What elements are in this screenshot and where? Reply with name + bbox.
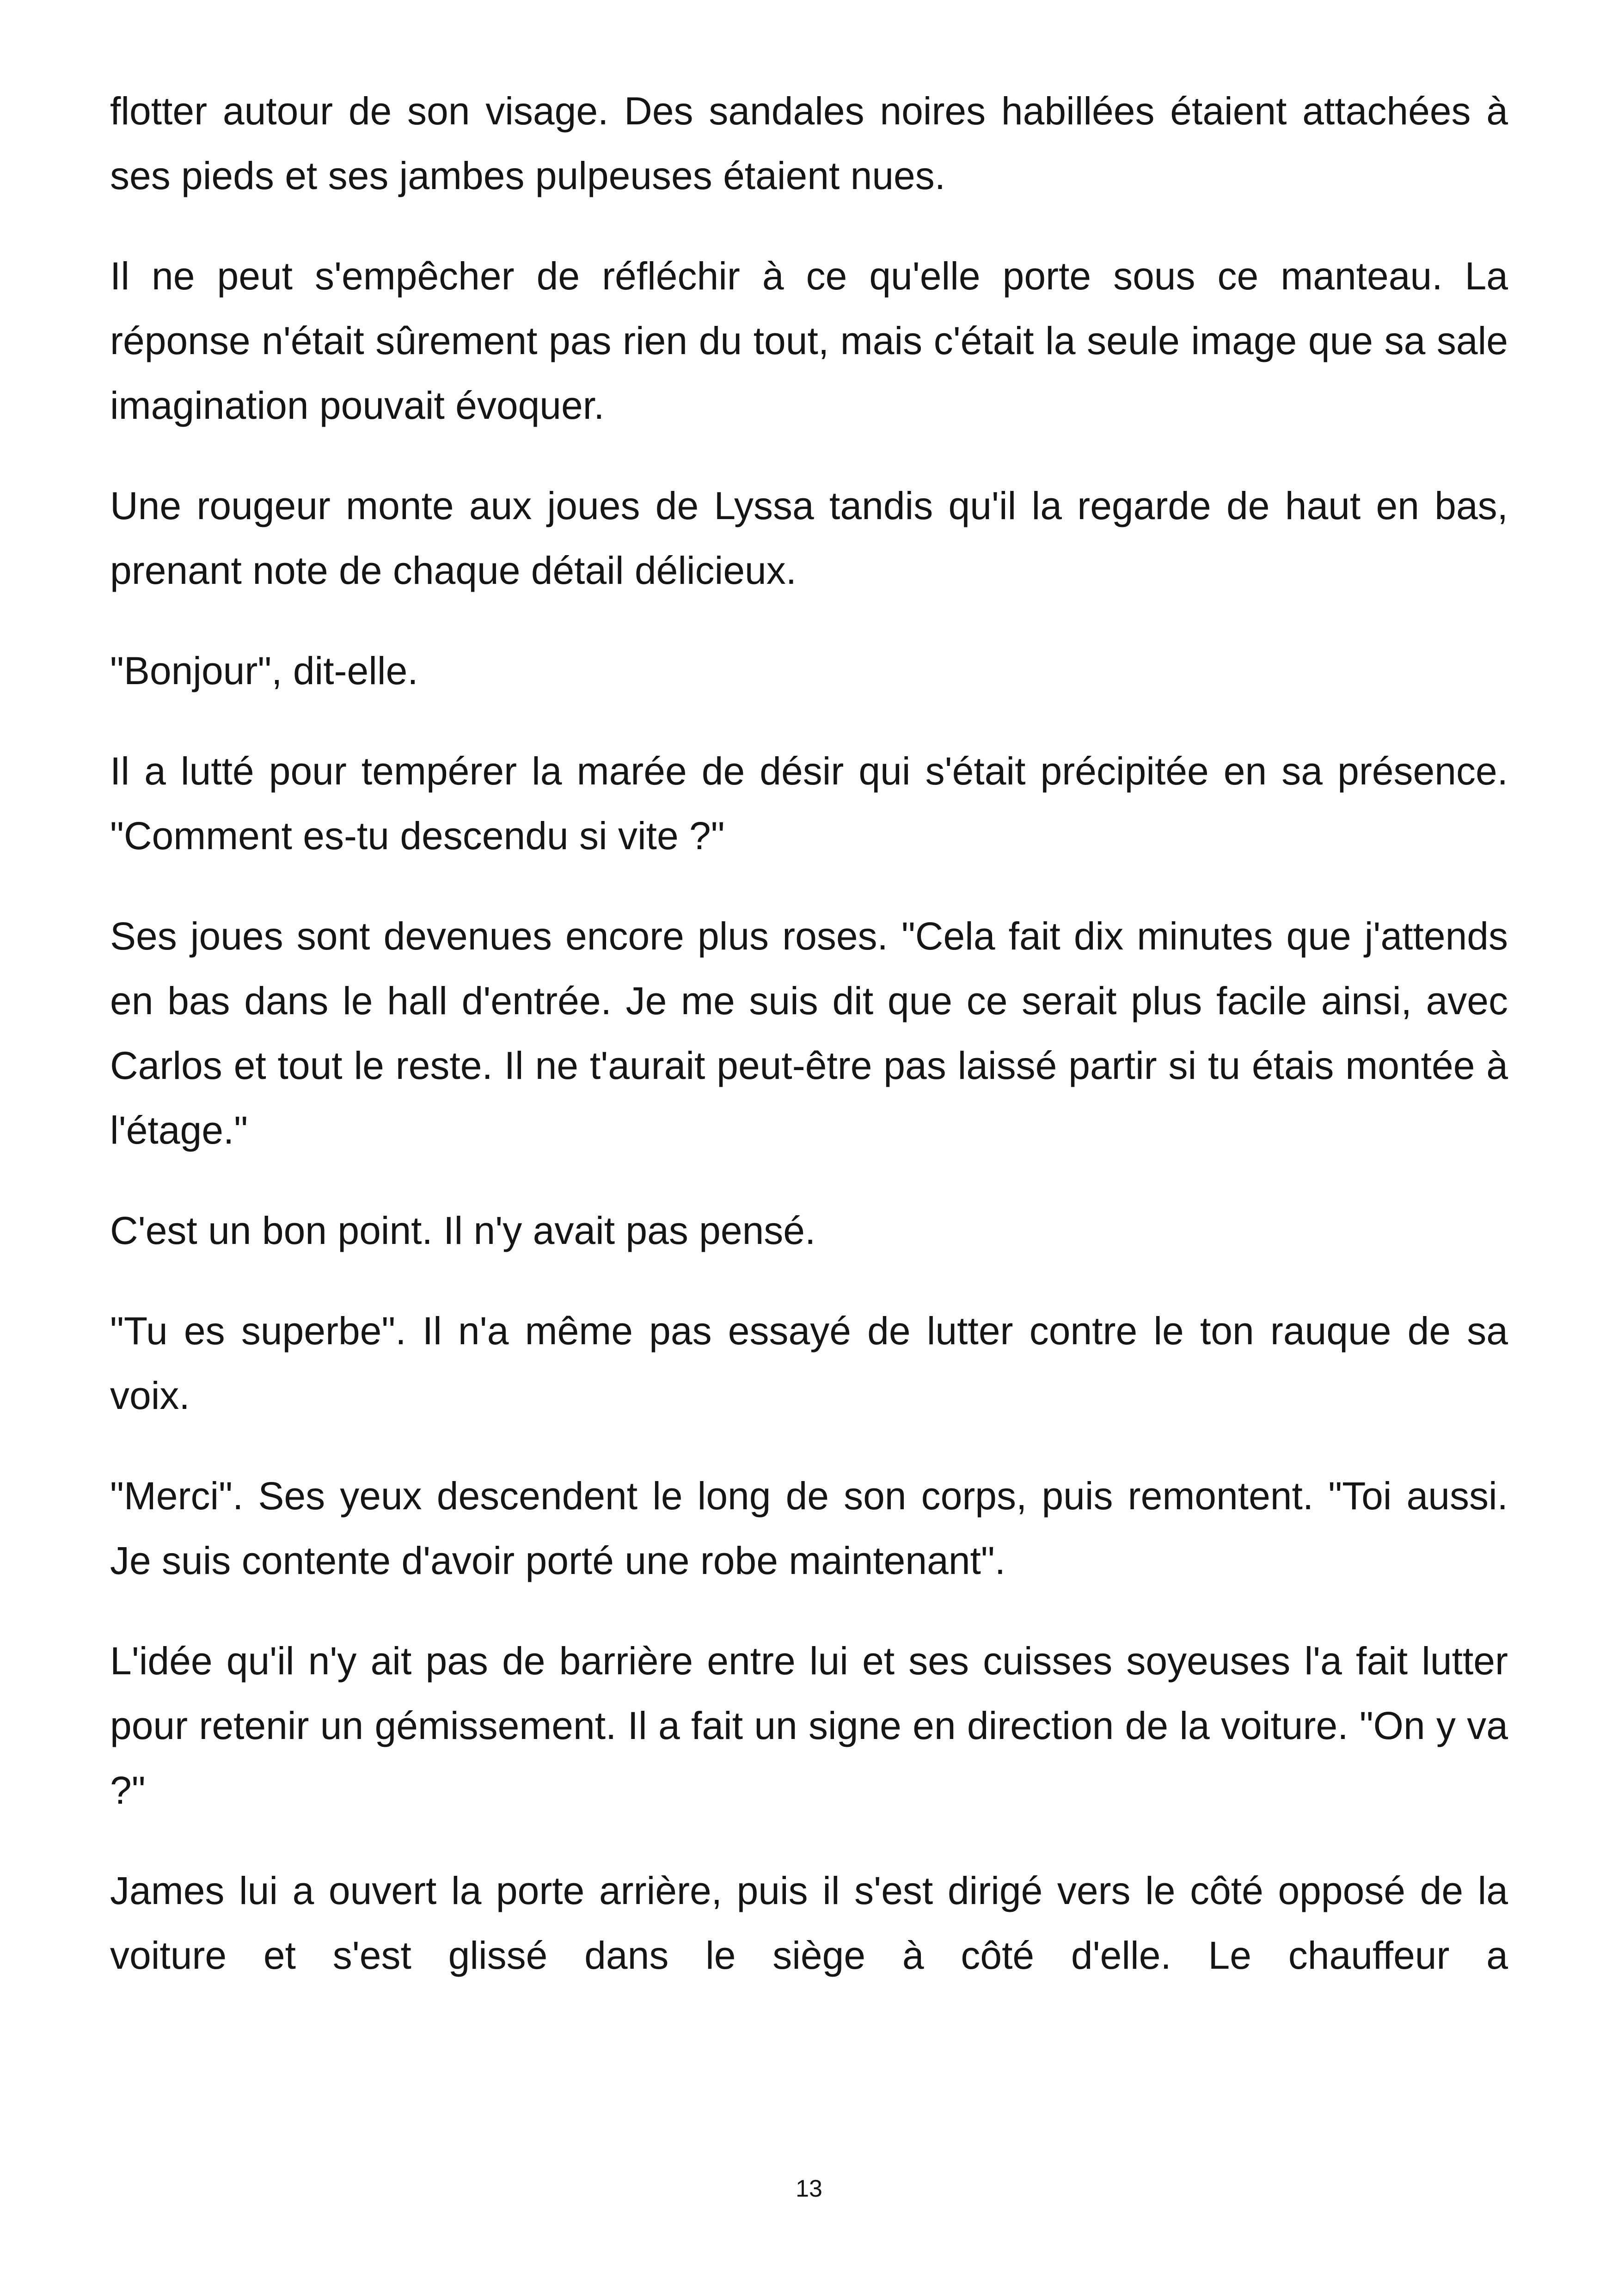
paragraph: "Tu es superbe". Il n'a même pas essayé de lutter contre le ton rauque de sa voix. <box>110 1309 1508 1417</box>
page-number: 13 <box>796 2175 822 2202</box>
paragraph: "Merci". Ses yeux descendent le long de son corps, puis remontent. "Toi aussi. Je suis contente d'avoir porté une robe maintenant". <box>110 1474 1508 1582</box>
paragraph: C'est un bon point. Il n'y avait pas pensé. <box>110 1209 816 1252</box>
paragraph: "Bonjour", dit-elle. <box>110 649 418 692</box>
body-text <box>110 79 1508 1988</box>
paragraph: Une rougeur monte aux joues de Lyssa tandis qu'il la regarde de haut en bas, prenant note de chaque détail délicieux. <box>110 484 1508 592</box>
paragraph: Il a lutté pour tempérer la marée de désir qui s'était précipitée en sa présence. "Comment es-tu descendu si vite ?" <box>110 749 1508 857</box>
paragraph: Il ne peut s'empêcher de réfléchir à ce qu'elle porte sous ce manteau. La réponse n'était sûrement pas rien du tout, mais c'était la seule image que sa sale imagination pouvait évoquer. <box>110 254 1508 427</box>
paragraph: James lui a ouvert la porte arrière, puis il s'est dirigé vers le côté opposé de la voiture et s'est glissé dans le siège à côté d'elle. Le chauffeur a <box>110 1869 1508 1977</box>
paragraph: flotter autour de son visage. Des sandales noires habillées étaient attachées à ses pieds et ses jambes pulpeuses étaient nues. <box>110 89 1508 197</box>
paragraph: L'idée qu'il n'y ait pas de barrière entre lui et ses cuisses soyeuses l'a fait lutter pour retenir un gémissement. Il a fait un signe en direction de la voiture. "On y va ?" <box>110 1639 1508 1812</box>
paragraph: Ses joues sont devenues encore plus roses. "Cela fait dix minutes que j'attends en bas dans le hall d'entrée. Je me suis dit que ce serait plus facile ainsi, avec Carlos et tout le reste. Il ne t'aurait peut-être pas laissé partir si tu étais montée à l'étage." <box>110 914 1508 1152</box>
